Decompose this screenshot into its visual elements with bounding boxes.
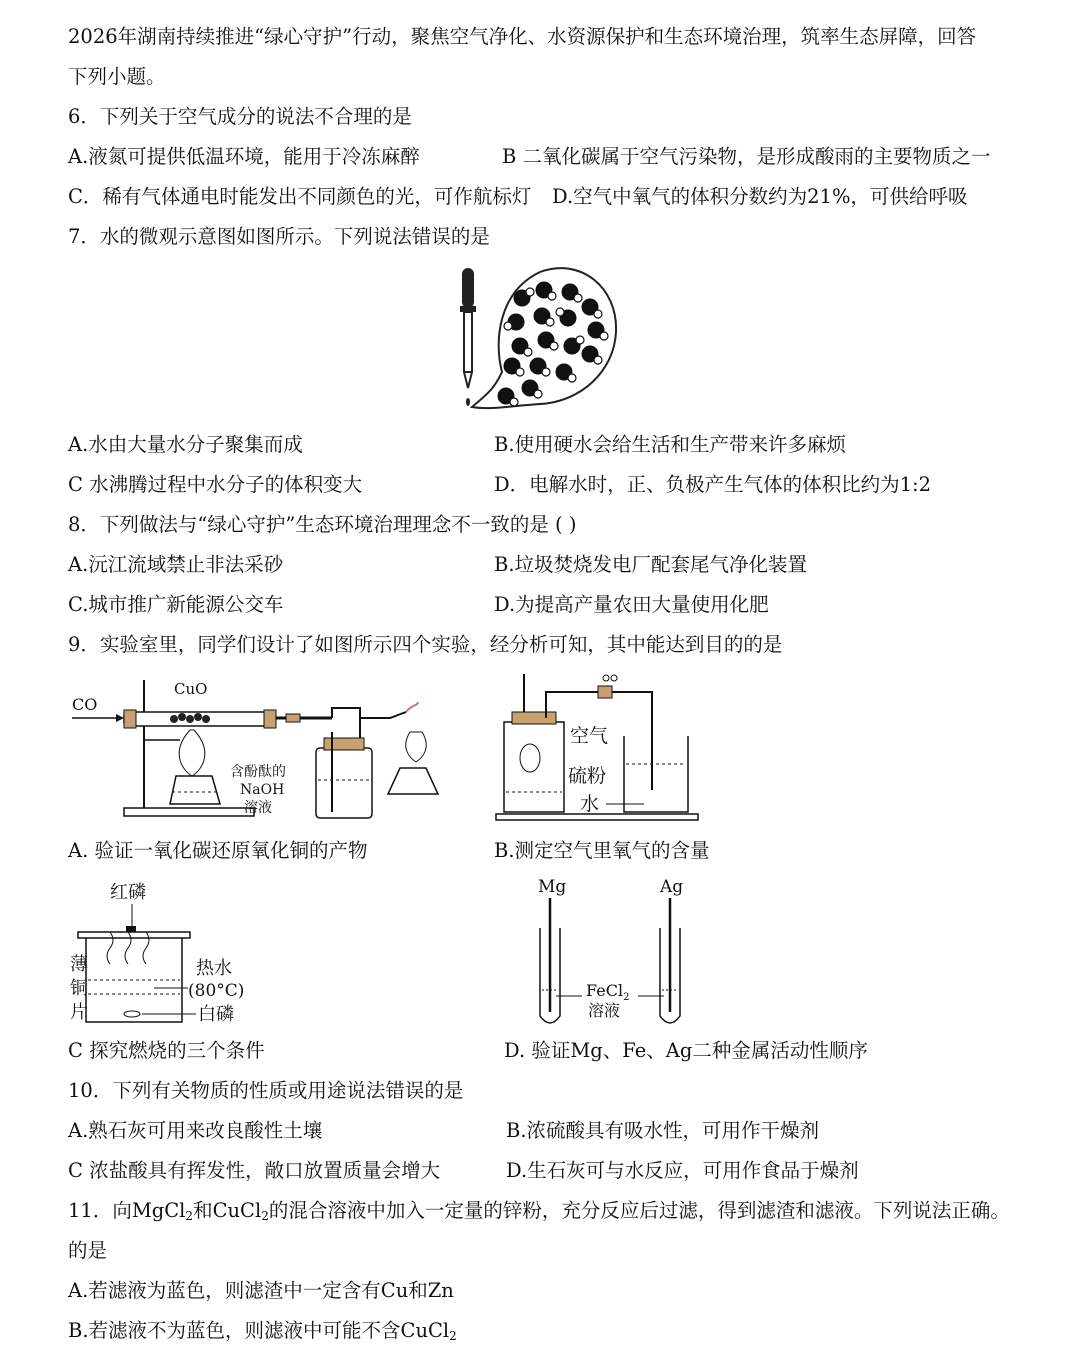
q6-option-a: A.液氮可提供低温环境，能用于冷冻麻醉 xyxy=(68,145,420,168)
q9-stem: 9．实验室里，同学们设计了如图所示四个实验，经分析可知，其中能达到目的的是 xyxy=(68,633,783,656)
q10-option-c: C 浓盐酸具有挥发性，敞口放置质量会增大 xyxy=(68,1159,441,1182)
q11-stem: 11．向MgCl$_2$和CuCl$_2$的混合溶液中加入一定量的锌粉，充分反应后过滤，得到滤渣和滤液。下列说法正确。 xyxy=(68,1199,1010,1223)
q8-option-a: A.沅江流域禁止非法采砂 xyxy=(68,553,284,576)
fecl2-solution-label: 溶液 xyxy=(588,1001,621,1020)
solution-line-1: 含酚酞的 xyxy=(230,764,286,780)
experiment-d-figure xyxy=(520,872,700,1030)
q7-option-b: B.使用硬水会给生活和生产带来许多麻烦 xyxy=(494,433,847,456)
q8-option-b: B.垃圾焚烧发电厂配套尾气净化装置 xyxy=(494,553,808,576)
thin-label-3: 片 xyxy=(70,1002,88,1023)
q10-option-d: D.生石灰可与水反应，可用作食品于燥剂 xyxy=(506,1159,859,1182)
thin-label-2: 铜 xyxy=(70,978,88,999)
q9-option-b: B.测定空气里氧气的含量 xyxy=(494,839,710,862)
red-phosphorus-label: 红磷 xyxy=(110,882,146,903)
solution-line-2: NaOH xyxy=(240,782,285,798)
q11-option-a: A.若滤液为蓝色，则滤渣中一定含有Cu和Zn xyxy=(68,1279,454,1302)
sulfur-label: 硫粉 xyxy=(568,765,607,787)
q7-option-c: C 水沸腾过程中水分子的体积变大 xyxy=(68,473,363,496)
q9-option-a: A. 验证一氧化碳还原氧化铜的产物 xyxy=(68,839,368,862)
water-molecule-figure xyxy=(450,262,625,417)
thin-label-1: 薄 xyxy=(70,954,88,975)
ag-label: Ag xyxy=(660,877,684,897)
q10-stem: 10．下列有关物质的性质或用途说法错误的是 xyxy=(68,1079,464,1102)
hot-water-label: 热水 xyxy=(196,958,232,979)
fecl2-label: FeCl$_2$ xyxy=(586,981,630,1003)
solution-line-3: 溶液 xyxy=(244,800,272,816)
q11-option-b: B.若滤液不为蓝色，则滤液中可能不含CuCl$_2$ xyxy=(68,1319,457,1343)
q7-option-a: A.水由大量水分子聚集而成 xyxy=(68,433,303,456)
q7-stem: 7．水的微观示意图如图所示。下列说法错误的是 xyxy=(68,225,490,248)
mg-label: Mg xyxy=(538,877,567,897)
q8-option-c: C.城市推广新能源公交车 xyxy=(68,593,284,616)
water-label: 水 xyxy=(580,793,600,815)
q11-stem-line-2: 的是 xyxy=(68,1239,108,1262)
intro-line-2: 下列小题。 xyxy=(68,65,166,88)
temperature-label: (80°C) xyxy=(188,981,245,1001)
q6-option-b: B 二氧化碳属于空气污染物，是形成酸雨的主要物质之一 xyxy=(502,145,991,168)
experiment-c-figure xyxy=(70,872,270,1030)
cuo-label: CuO xyxy=(174,680,208,698)
q6-option-c: C．稀有气体通电时能发出不同颜色的光，可作航标灯 xyxy=(68,185,532,208)
q7-option-d: D．电解水时，正、负极产生气体的体积比约为1:2 xyxy=(494,473,932,496)
q8-stem: 8．下列做法与“绿心守护”生态环境治理理念不一致的是 ( ) xyxy=(68,513,577,536)
co-label: CO xyxy=(72,695,98,714)
q6-option-d: D.空气中氧气的体积分数约为21%，可供给呼吸 xyxy=(552,185,968,208)
experiment-b-figure xyxy=(494,672,704,824)
q6-stem: 6．下列关于空气成分的说法不合理的是 xyxy=(68,105,412,128)
air-label: 空气 xyxy=(570,725,609,747)
q9-option-d: D. 验证Mg、Fe、Ag二种金属活动性顺序 xyxy=(504,1039,868,1062)
q10-option-a: A.熟石灰可用来改良酸性土壤 xyxy=(68,1119,323,1142)
q8-option-d: D.为提高产量农田大量使用化肥 xyxy=(494,593,769,616)
q10-option-b: B.浓硫酸具有吸水性，可用作干燥剂 xyxy=(506,1119,820,1142)
experiment-a-figure xyxy=(70,672,440,824)
intro-line-1: 2026年湖南持续推进“绿心守护”行动，聚焦空气净化、水资源保护和生态环境治理，筑率生态屏障，回答 xyxy=(68,25,977,48)
q9-option-c: C 探究燃烧的三个条件 xyxy=(68,1039,265,1062)
white-phosphorus-label: 白磷 xyxy=(198,1004,234,1025)
